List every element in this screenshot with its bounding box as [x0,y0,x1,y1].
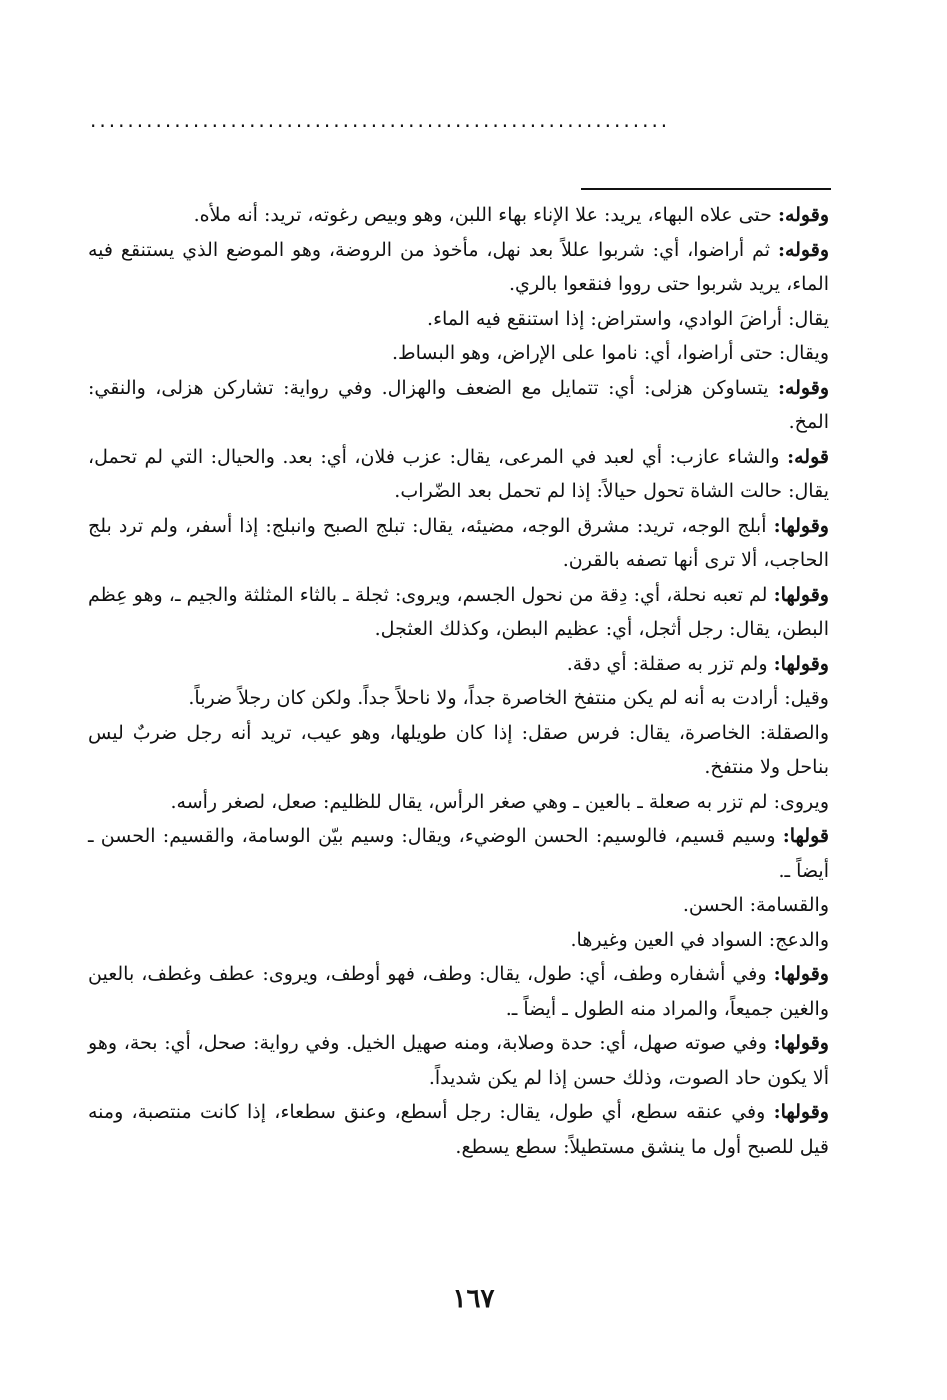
paragraph-lead: وقوله: [777,238,829,261]
page-body [88,198,829,1164]
paragraph-lead: وقولها: [773,583,829,606]
paragraph-text: يقال: أراضَ الوادي، واستراض: إذا استنقع فيه الماء. [427,307,829,330]
paragraph-text: وفي عنقه سطع، أي طول، يقال: رجل أسطع، وعنق سطعاء، إذا كانت منتصبة، ومنه قيل للصبح أول ما ينشق مستطيلاً: سطع يسطع. [88,1101,829,1158]
dotted-separator: .............................................................. [90,108,671,132]
paragraph-lead: وقوله: [777,376,829,399]
footnote-rule [581,188,831,190]
page-number: ١٦٧ [452,1284,495,1314]
paragraph [88,923,829,958]
paragraph-text: لم تعبه نحلة، أي: دِقة من نحول الجسم، ويروى: ثجلة ـ بالثاء المثلثة والجيم ـ، وهو عِظم البطن، يقال: رجل أثجل، أي: عظيم البطن، وكذلك العثجل. [88,583,829,640]
paragraph [88,1095,829,1164]
paragraph [88,233,829,302]
paragraph-text: أبلج الوجه، تريد: مشرق الوجه، مضيئه، يقال: تبلج الصبح وانبلج: إذا أسفر، ولم ترد بلج الحاجب، ألا ترى أنها تصفه بالقرن. [88,514,829,571]
paragraph-text: يتساوكن هزلى: أي: تتمايل مع الضعف والهزال. وفي رواية: تشاركن هزلى، والنقي: المخ. [88,376,829,433]
paragraph-text: وفي أشفاره وطف، أي: طول، يقال: وطف، فهو أوطف، ويروى: عطف وغطف، بالعين والغين جميعاً، والمراد منه الطول ـ أيضاً ـ. [88,963,829,1020]
paragraph-text: والصقلة: الخاصرة، يقال: فرس صقل: إذا كان طويلها، وهو عيب، تريد أنه رجل ضربٌ ليس بناحل ولا منتفخ. [88,721,829,778]
paragraph-text: وسيم قسيم، فالوسيم: الحسن الوضيء، ويقال: وسيم بيّن الوسامة، والقسيم: الحسن ـ أيضاً ـ. [88,825,829,882]
paragraph-text: وفي صوته صهل، أي: حدة وصلابة، ومنه صهيل الخيل. وفي رواية: صحل، أي: بحة، وهو ألا يكون حاد الصوت، وذلك حسن إذا لم يكن شديداً. [88,1032,829,1089]
paragraph-text: حتى علاه البهاء، يريد: علا الإناء بهاء اللبن، وهو وبيص رغوته، تريد: أنه ملأه. [193,204,778,226]
paragraph [88,819,829,888]
paragraph-text: والقسامة: الحسن. [682,894,829,916]
paragraph-lead: قولها: [782,825,829,847]
paragraph [88,681,829,716]
paragraph-lead: قوله: [787,445,829,468]
paragraph [88,647,829,682]
paragraph [88,578,829,647]
paragraph-lead: وقولها: [773,1101,829,1123]
paragraph [88,785,829,820]
paragraph [88,371,829,440]
paragraph-text: والشاء عازب: أي لعبد في المرعى، يقال: عزب فلان، أي: بعد. والحيال: التي لم تحمل، يقال: حالت الشاة تحول حيالاً: إذا لم تحمل بعد الضّراب. [88,445,829,502]
paragraph [88,888,829,923]
paragraph-lead: وقولها: [773,652,829,675]
paragraph [88,1026,829,1095]
paragraph [88,509,829,578]
paragraph [88,198,829,233]
paragraph-text: ولم تزر به صقلة: أي دقة. [566,652,774,675]
paragraph [88,957,829,1026]
paragraph-lead: وقولها: [773,1032,829,1054]
paragraph-lead: وقولها: [773,963,829,985]
paragraph-lead: وقوله: [777,204,829,226]
paragraph [88,302,829,337]
paragraph-text: ويقال: حتى أراضوا، أي: ناموا على الإراض، وهو البساط. [392,342,829,364]
paragraph [88,716,829,785]
paragraph [88,336,829,371]
paragraph-text: ويروى: لم تزر به صعلة ـ بالعين ـ وهي صغر الرأس، يقال للظليم: صعل، لصغر رأسه. [170,790,829,813]
paragraph-text: ثم أراضوا، أي: شربوا عللاً بعد نهل، مأخوذ من الروضة، وهو الموضع الذي يستنقع فيه الماء، يريد شربوا حتى رووا فنقعوا بالري. [88,238,829,295]
paragraph-text: والدعج: السواد في العين وغيرها. [570,928,829,951]
paragraph-lead: وقولها: [773,514,829,537]
paragraph-text: وقيل: أرادت به أنه لم يكن منتفخ الخاصرة جداً، ولا ناحلاً جداً. ولكن كان رجلاً ضرباً. [188,687,829,709]
paragraph [88,440,829,509]
